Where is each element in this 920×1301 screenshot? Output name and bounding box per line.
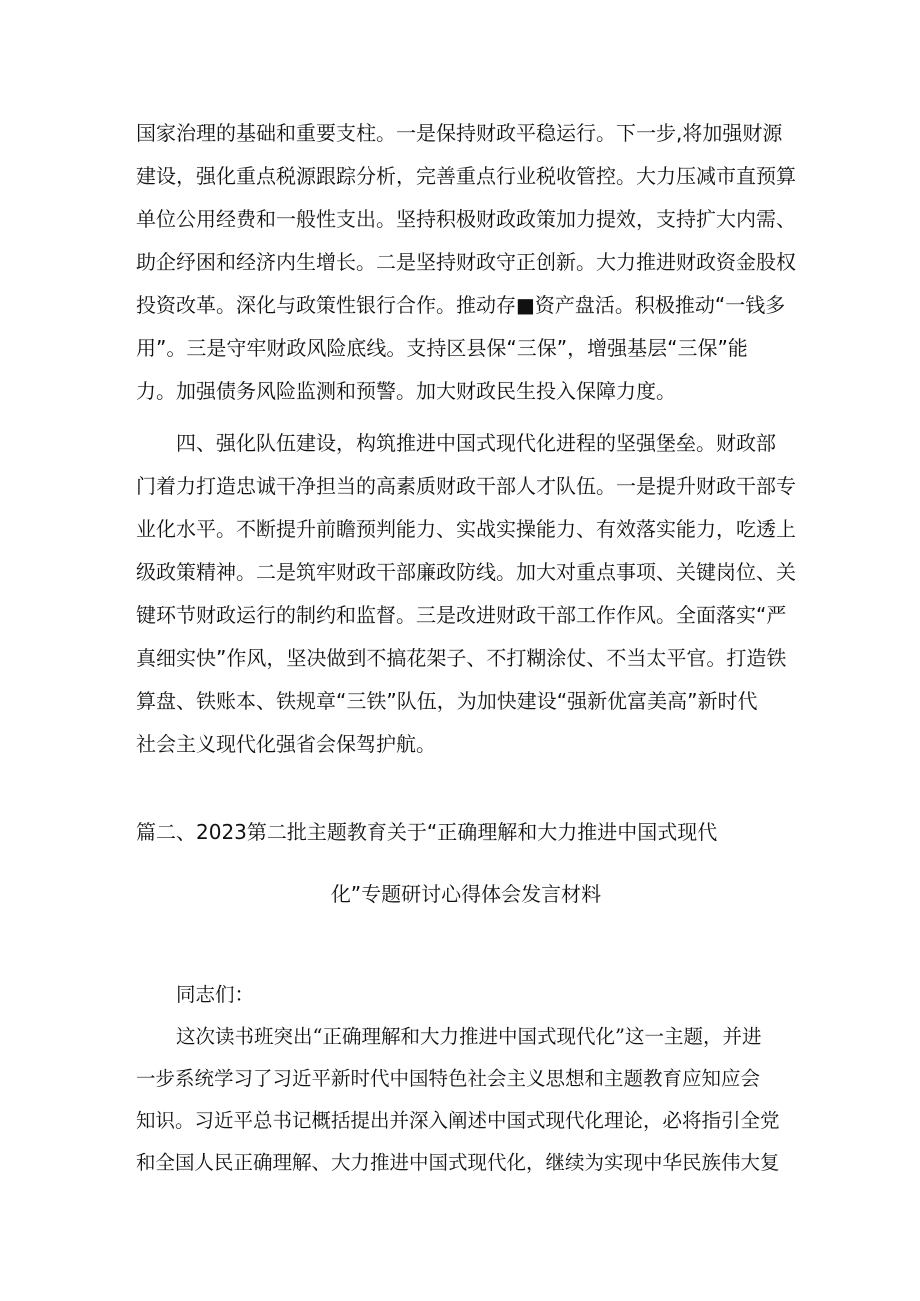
paragraph-line: 算盘、铁账本、铁规章“三铁”队伍，为加快建设“强新优富美高”新时代: [136, 689, 758, 713]
paragraph-line: 单位公用经费和一般性支出。坚持积极财政政策加力提效，支持扩大内需、: [136, 207, 796, 231]
paragraph-line: 四、强化队伍建设，构筑推进中国式现代化进程的坚强堡垒。财政部: [176, 431, 776, 455]
paragraph-line: 社会主义现代化强省会保驾护航。: [136, 732, 436, 756]
paragraph-line: 助企纾困和经济内生增长。二是坚持财政守正创新。大力推进财政资金股权: [136, 250, 796, 274]
paragraph-line: 键环节财政运行的制约和监督。三是改进财政干部工作作风。全面落实“严: [136, 603, 787, 627]
paragraph-line: 业化水平。不断提升前瞻预判能力、实战实操能力、有效落实能力，吃透上: [136, 517, 796, 541]
section-heading-line-2: 化”专题研讨心得体会发言材料: [330, 882, 602, 906]
paragraph-line: 门着力打造忠诚干净担当的高素质财政干部人才队伍。一是提升财政干部专: [136, 474, 796, 498]
speech-line: 这次读书班突出“正确理解和大力推进中国式现代化”这一主题，并进: [176, 1025, 762, 1048]
paragraph-line: 国家治理的基础和重要支柱。一是保持财政平稳运行。下一步,将加强财源: [136, 121, 783, 145]
speech-line: 知识。习近平总书记概括提出并深入阐述中国式现代化理论，必将指引全党: [136, 1109, 780, 1132]
speech-line: 和全国人民正确理解、大力推进中国式现代化，继续为实现中华民族伟大复: [136, 1151, 780, 1174]
paragraph-line: 真细实快”作风，坚决做到不搞花架子、不打糊涂仗、不当太平官。打造铁: [136, 646, 787, 670]
speech-line: 一步系统学习了习近平新时代中国特色社会主义思想和主题教育应知应会: [136, 1067, 761, 1090]
paragraph-line: 用”。三是守牢财政风险底线。支持区县保“三保”，增强基层“三保”能: [136, 336, 748, 360]
speech-body: [136, 974, 796, 1184]
paragraph-line: 级政策精神。二是筑牢财政干部廉政防线。加大对重点事项、关键岗位、关: [136, 560, 796, 584]
paragraph-line: 建设，强化重点税源跟踪分析，完善重点行业税收管控。大力压减市直预算: [136, 164, 796, 188]
section-heading-line-1: 篇二、2023第二批主题教育关于“正确理解和大力推进中国式现代: [136, 820, 718, 844]
paragraph-finance-operations: [136, 112, 796, 413]
paragraph-team-building: [136, 422, 796, 766]
paragraph-line: 投资改革。深化与政策性银行合作。推动存■资产盘活。积极推动“一钱多: [136, 293, 786, 317]
speech-salutation: 同志们：: [176, 983, 255, 1006]
paragraph-line: 力。加强债务风险监测和预警。加大财政民生投入保障力度。: [136, 379, 676, 403]
